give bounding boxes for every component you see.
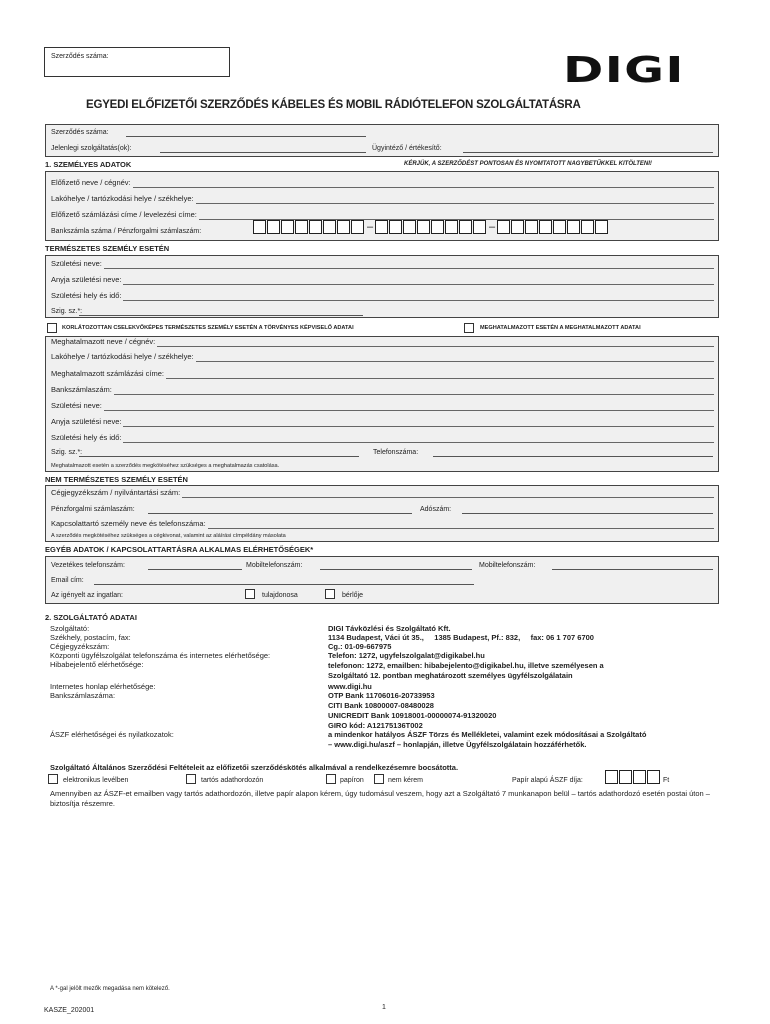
aszf-no-checkbox[interactable] — [374, 774, 384, 784]
aszf-email-label: elektronikus levélben — [63, 777, 129, 784]
tenant-checkbox[interactable] — [325, 589, 335, 599]
contact-person-row[interactable]: Kapcsolattartó személy neve és telefonszáma: — [51, 519, 714, 531]
rep-bank-row[interactable]: Bankszámlaszám: — [51, 385, 714, 397]
provider-value-9: UNICREDIT Bank 10918001-00000074-91320020 — [328, 711, 497, 720]
property-label: Az igényelt az ingatlan: — [51, 592, 123, 599]
authorized-person-label: MEGHATALMAZOTT ESETÉN A MEGHATALMAZOTT ADATAI — [480, 325, 641, 331]
mobile1-field[interactable] — [320, 569, 472, 570]
section2-title: 2. SZOLGÁLTATÓ ADATAI — [45, 613, 137, 622]
legal-entity-title: NEM TERMÉSZETES SZEMÉLY ESETÉN — [45, 475, 188, 484]
rep-id-label: Szig. sz.*: — [51, 449, 83, 456]
company-bank-field[interactable] — [148, 513, 412, 514]
legal-representative-label: KORLÁTOZOTTAN CSELEKVŐKÉPES TERMÉSZETES SZEMÉLY ESETÉN A TÖRVÉNYES KÉPVISELŐ ADATAI — [62, 325, 354, 331]
optional-fields-note: A *-gal jelölt mezők megadása nem kötelező. — [50, 986, 170, 992]
id-number-field[interactable] — [79, 315, 363, 316]
page-number: 1 — [382, 1004, 386, 1011]
aszf-no-label: nem kérem — [388, 777, 424, 784]
rep-birth-name-row[interactable]: Születési neve: — [51, 401, 714, 413]
tax-number-label: Adószám: — [420, 506, 452, 513]
provider-value-10: GIRO kód: A12175136T002 — [328, 721, 423, 730]
provider-label-0: Szolgáltató: — [50, 624, 90, 633]
section1-title: 1. SZEMÉLYES ADATOK — [45, 160, 132, 169]
company-reg-row[interactable]: Cégjegyzékszám / nyilvántartási szám: — [51, 488, 714, 500]
provider-value-11: a mindenkor hatályos ÁSZF Törzs és Mellékletei, valamint ezek módosításai a Szolgáltató — [328, 730, 647, 739]
provider-value-7: OTP Bank 11706016-20733953 — [328, 691, 435, 700]
rep-address-row[interactable]: Lakóhelye / tartózkodási helye / székhelye: — [51, 352, 714, 364]
bank-account-label: Bankszámla száma / Pénzforgalmi számlaszám: — [51, 228, 202, 235]
mother-name-row[interactable]: Anyja születési neve: — [51, 275, 714, 287]
provider-value-4: telefonon: 1272, emailben: hibabejelento@digikabel.hu, illetve személyesen a — [328, 661, 604, 670]
birth-name-row[interactable]: Születési neve: — [51, 259, 714, 271]
contract-number-box[interactable] — [44, 47, 230, 77]
subscriber-address-row[interactable]: Lakóhelye / tartózkodási helye / székhelye: — [51, 194, 714, 206]
provider-value-12: – www.digi.hu/aszf – honlapján, illetve Ügyfélszolgálatain hozzáférhetők. — [328, 740, 587, 749]
tax-number-field[interactable] — [462, 513, 713, 514]
digi-logo: DIGI — [563, 50, 685, 91]
section1-note: KÉRJÜK, A SZERZŐDÉST PONTOSAN ÉS NYOMTATOTT NAGYBETŰKKEL KITÖLTENI! — [404, 161, 652, 167]
bank-account-digits[interactable]: – – — [253, 220, 609, 234]
contract-number-label: Szerződés száma: — [51, 53, 109, 60]
rep-id-field[interactable] — [79, 456, 359, 457]
tenant-label: bérlője — [342, 592, 364, 599]
provider-label-1: Székhely, postacím, fax: — [50, 633, 131, 642]
email-field[interactable] — [94, 584, 474, 585]
rep-mother-name-row[interactable]: Anyja születési neve: — [51, 417, 714, 429]
legal-note: A szerződés megkötéséhez szükséges a cégkivonat, valamint az aláírási címpéldány másolata — [51, 533, 286, 539]
document-code: KASZE_202001 — [44, 1007, 95, 1014]
other-data-box — [45, 556, 719, 604]
rep-note: Meghatalmazott esetén a szerződés megkötéséhez szükséges a meghatalmazás csatolása. — [51, 463, 280, 469]
aszf-paper-label: papíron — [340, 777, 364, 784]
current-services-field[interactable] — [160, 152, 366, 153]
provider-value-6: www.digi.hu — [328, 682, 372, 691]
other-data-title: EGYÉB ADATOK / KAPCSOLATTARTÁSRA ALKALMAS ELÉRHETŐSÉGEK* — [45, 545, 314, 554]
provider-value-3: Telefon: 1272, ugyfelszolgalat@digikabel.hu — [328, 651, 485, 660]
provider-value-5: Szolgáltató 12. pontban meghatározott személyes ügyfélszolgálatain — [328, 671, 573, 680]
paper-fee-label: Papír alapú ÁSZF díja: — [512, 777, 583, 784]
rep-birth-place-row[interactable]: Születési hely és idő: — [51, 433, 714, 445]
mobile1-label: Mobiltelefonszám: — [246, 562, 303, 569]
provider-label-3: Központi ügyfélszolgálat telefonszáma és internetes elérhetősége: — [50, 651, 271, 660]
authorized-person-checkbox[interactable] — [464, 323, 474, 333]
provider-value-2: Cg.: 01-09-667975 — [328, 642, 392, 651]
birth-place-row[interactable]: Születési hely és idő: — [51, 291, 714, 303]
contract-number-field[interactable] — [126, 136, 366, 137]
provider-label-6: Internetes honlap elérhetősége: — [50, 682, 156, 691]
aszf-email-checkbox[interactable] — [48, 774, 58, 784]
current-services-label: Jelenlegi szolgáltatás(ok): — [51, 145, 132, 152]
provider-label-10: ÁSZF elérhetőségei és nyilatkozatok: — [50, 730, 174, 739]
email-label: Email cím: — [51, 577, 84, 584]
contract-number-field-label: Szerződés száma: — [51, 129, 109, 136]
natural-person-title: TERMÉSZETES SZEMÉLY ESETÉN — [45, 244, 170, 253]
agent-label: Ügyintéző / értékesítő: — [372, 145, 442, 152]
provider-value-8: CITI Bank 10800007-08480028 — [328, 701, 434, 710]
billing-address-row[interactable]: Előfizető számlázási címe / levelezési címe: — [51, 210, 714, 222]
subscriber-name-row[interactable]: Előfizető neve / cégnév: — [51, 178, 714, 190]
rep-phone-field[interactable] — [433, 456, 713, 457]
page-title: EGYEDI ELŐFIZETŐI SZERZŐDÉS KÁBELES ÉS MOBIL RÁDIÓTELEFON SZOLGÁLTATÁSRA — [86, 99, 581, 111]
aszf-media-label: tartós adathordozón — [201, 777, 264, 784]
provider-label-7: Bankszámlaszáma: — [50, 691, 116, 700]
provider-label-2: Cégjegyzékszám: — [50, 642, 110, 651]
aszf-heading: Szolgáltató Általános Szerződési Feltételeit az előfizetői szerződéskötés alkalmával a rendelkezésemre bocsátotta. — [50, 763, 459, 772]
mobile2-label: Mobiltelefonszám: — [479, 562, 536, 569]
aszf-text: Amennyiben az ÁSZF-et emailben vagy tartós adathordozón, illetve papír alapon kérem, úgy tudomásul veszem, hogy azt a Szolgáltató 7 munkanapon belül – tartós adathordozó esetén postai úton – biztosítja részemre. — [50, 789, 710, 808]
aszf-paper-checkbox[interactable] — [326, 774, 336, 784]
landline-field[interactable] — [148, 569, 242, 570]
owner-label: tulajdonosa — [262, 592, 298, 599]
legal-representative-checkbox[interactable] — [47, 323, 57, 333]
agent-field[interactable] — [463, 152, 713, 153]
aszf-media-checkbox[interactable] — [186, 774, 196, 784]
company-bank-label: Pénzforgalmi számlaszám: — [51, 506, 135, 513]
id-number-label: Szig. sz.*: — [51, 308, 83, 315]
rep-billing-row[interactable]: Meghatalmazott számlázási címe: — [51, 369, 714, 381]
paper-fee-digits[interactable] — [605, 770, 661, 784]
provider-value-1: 1134 Budapest, Váci út 35., 1385 Budapest, Pf.: 832, fax: 06 1 707 6700 — [328, 633, 594, 642]
rep-name-row[interactable]: Meghatalmazott neve / cégnév: — [51, 337, 714, 349]
mobile2-field[interactable] — [552, 569, 713, 570]
provider-value-0: DIGI Távközlési és Szolgáltató Kft. — [328, 624, 451, 633]
owner-checkbox[interactable] — [245, 589, 255, 599]
rep-phone-label: Telefonszáma: — [373, 449, 419, 456]
landline-label: Vezetékes telefonszám: — [51, 562, 125, 569]
currency-label: Ft — [663, 777, 670, 784]
provider-label-4: Hibabejelentő elérhetősége: — [50, 660, 144, 669]
